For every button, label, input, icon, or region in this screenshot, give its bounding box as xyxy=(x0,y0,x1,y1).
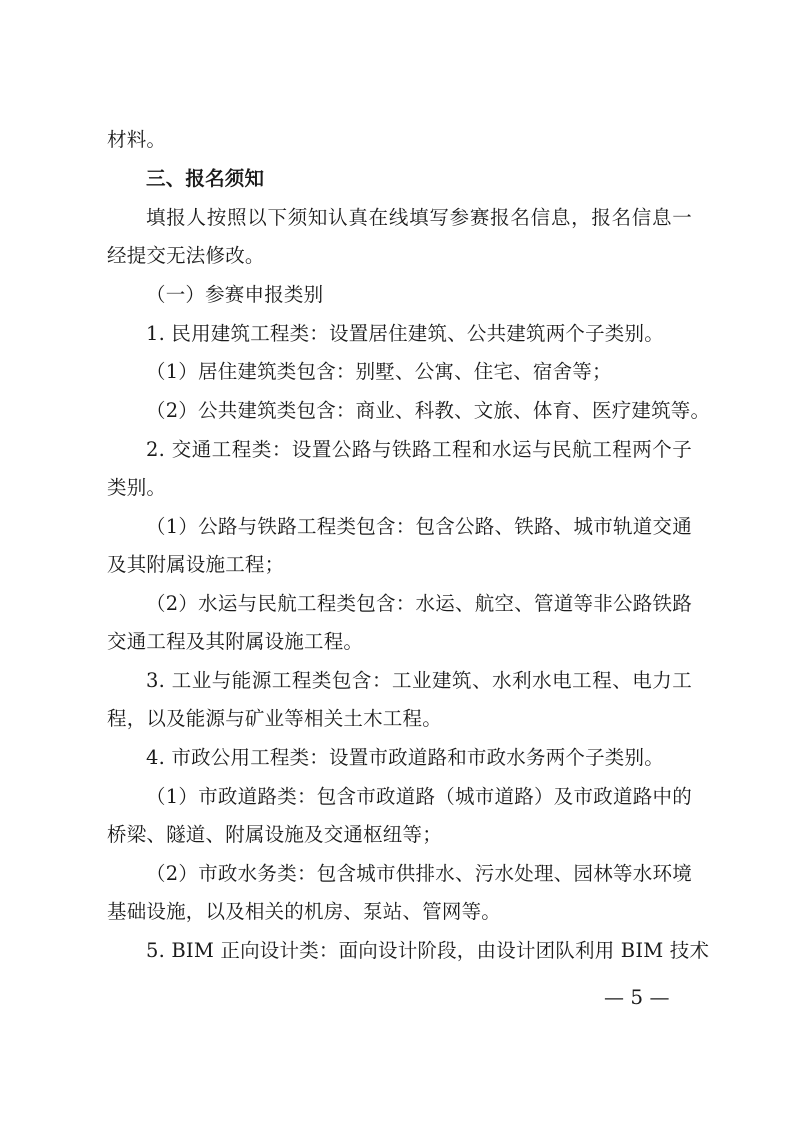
paragraph-line: （2）公共建筑类包含：商业、科教、文旅、体育、医疗建筑等。 xyxy=(146,399,711,422)
subsection-heading: （一）参赛申报类别 xyxy=(146,283,324,306)
paragraph-line: （2）市政水务类：包含城市供排水、污水处理、园林等水环境 xyxy=(146,862,692,885)
paragraph-line: 类别。 xyxy=(107,476,167,499)
paragraph-line: 5. BIM 正向设计类：面向设计阶段，由设计团队利用 BIM 技术 xyxy=(146,939,710,962)
paragraph-line: 经提交无法修改。 xyxy=(107,244,265,267)
paragraph-line: 桥梁、隧道、附属设施及交通枢纽等； xyxy=(107,823,442,846)
paragraph-line: 及其附属设施工程； xyxy=(107,553,285,576)
paragraph-line: （1）居住建筑类包含：别墅、公寓、住宅、宿舍等； xyxy=(146,360,612,383)
paragraph-line: 2. 交通工程类：设置公路与铁路工程和水运与民航工程两个子 xyxy=(146,438,692,461)
paragraph-line: 基础设施，以及相关的机房、泵站、管网等。 xyxy=(107,900,502,923)
page-number: — 5 — xyxy=(604,985,670,1009)
section-heading: 三、报名须知 xyxy=(146,167,265,190)
paragraph-line: 1. 民用建筑工程类：设置居住建筑、公共建筑两个子类别。 xyxy=(146,322,664,345)
paragraph-line: 程，以及能源与矿业等相关土木工程。 xyxy=(107,707,442,730)
paragraph-line: （1）市政道路类：包含市政道路（城市道路）及市政道路中的 xyxy=(146,785,692,808)
paragraph-line: 填报人按照以下须知认真在线填写参赛报名信息，报名信息一 xyxy=(146,206,692,229)
paragraph-line: 3. 工业与能源工程类包含：工业建筑、水利水电工程、电力工 xyxy=(146,669,692,692)
paragraph-line: 材料。 xyxy=(107,128,167,151)
paragraph-line: 交通工程及其附属设施工程。 xyxy=(107,630,364,653)
paragraph-line: （1）公路与铁路工程类包含：包含公路、铁路、城市轨道交通 xyxy=(146,515,692,538)
paragraph-line: （2）水运与民航工程类包含：水运、航空、管道等非公路铁路 xyxy=(146,592,692,615)
paragraph-line: 4. 市政公用工程类：设置市政道路和市政水务两个子类别。 xyxy=(146,746,664,769)
